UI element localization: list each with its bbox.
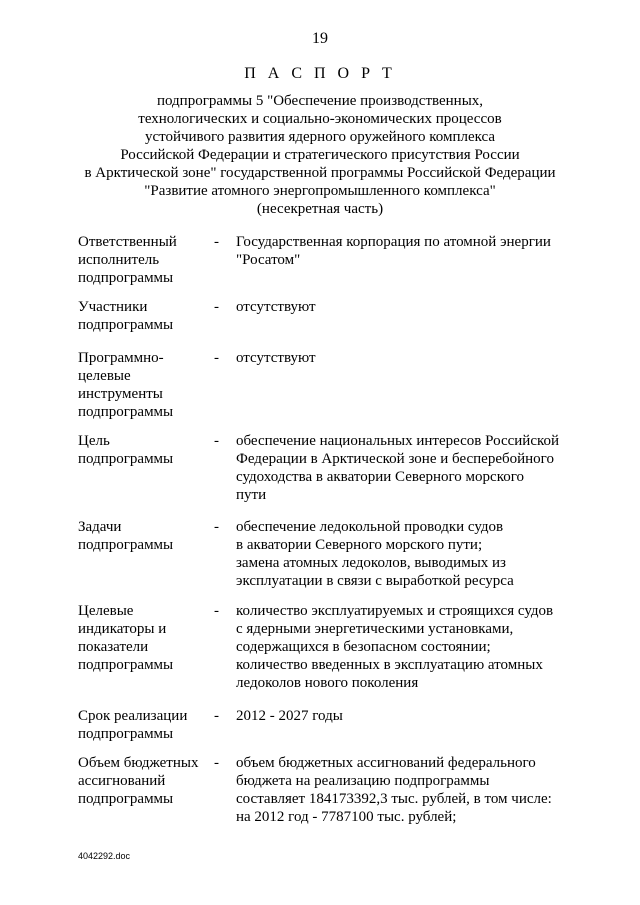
row-label	[78, 233, 208, 287]
label-line: подпрограммы	[78, 726, 174, 742]
label-line: целевые	[78, 368, 131, 384]
value-line: "Росатом"	[236, 252, 301, 268]
label-line: подпрограммы	[78, 451, 174, 467]
row-value	[236, 233, 576, 269]
subtitle-line: (несекретная часть)	[256, 201, 384, 217]
row-label	[78, 602, 208, 674]
label-line: Срок реализации	[78, 708, 188, 724]
label-line: подпрограммы	[78, 404, 174, 420]
value-line: бюджета на реализацию подпрограммы	[236, 773, 490, 789]
row-label	[78, 518, 208, 554]
row-label	[78, 298, 208, 334]
row-label	[78, 432, 208, 468]
row-value	[236, 432, 576, 504]
value-line: с ядерными энергетическими установками,	[236, 621, 514, 637]
page-number: 19	[312, 30, 328, 47]
label-line: Программно-	[78, 350, 164, 366]
value-line: обеспечение ледокольной проводки судов	[236, 519, 504, 535]
row-dash: -	[214, 350, 219, 366]
subtitle-line: в Арктической зоне" государственной программы Российской Федерации	[84, 165, 556, 181]
value-line: количество введенных в эксплуатацию атомных	[236, 657, 543, 673]
value-line: замена атомных ледоколов, выводимых из	[236, 555, 506, 571]
value-line: отсутствуют	[236, 299, 316, 315]
subtitle-line: "Развитие атомного энергопромышленного комплекса"	[144, 183, 496, 199]
row-dash: -	[214, 433, 219, 449]
label-line: индикаторы и	[78, 621, 167, 637]
value-line: отсутствуют	[236, 350, 316, 366]
document-subtitle	[60, 92, 580, 218]
subtitle-line: подпрограммы 5 "Обеспечение производственных,	[156, 93, 484, 109]
label-line: Ответственный	[78, 234, 177, 250]
label-line: исполнитель	[78, 252, 160, 268]
subtitle-line: устойчивого развития ядерного оружейного комплекса	[144, 129, 496, 145]
value-line: количество эксплуатируемых и строящихся судов	[236, 603, 554, 619]
label-line: подпрограммы	[78, 270, 174, 286]
value-line: 2012 - 2027 годы	[236, 708, 343, 724]
value-line: пути	[236, 487, 267, 503]
subtitle-line: Российской Федерации и стратегического присутствия России	[120, 147, 520, 163]
label-line: подпрограммы	[78, 317, 174, 333]
label-line: подпрограммы	[78, 791, 174, 807]
value-line: эксплуатации в связи с выработкой ресурса	[236, 573, 514, 589]
row-dash: -	[214, 299, 219, 315]
label-line: Целевые	[78, 603, 134, 619]
row-label	[78, 754, 208, 808]
document-filename: 4042292.doc	[78, 851, 131, 861]
document-title: П А С П О Р Т	[244, 65, 396, 82]
subtitle-line: технологических и социально-экономических процессов	[138, 111, 502, 127]
row-dash: -	[214, 755, 219, 771]
row-dash: -	[214, 519, 219, 535]
label-line: Цель	[78, 433, 110, 449]
row-label	[78, 707, 208, 743]
row-value	[236, 518, 576, 590]
label-line: подпрограммы	[78, 537, 174, 553]
row-value	[236, 754, 576, 826]
value-line: в акватории Северного морского пути;	[236, 537, 483, 553]
row-value	[236, 298, 576, 316]
row-value	[236, 707, 576, 725]
row-dash: -	[214, 603, 219, 619]
row-label	[78, 349, 208, 421]
value-line: судоходства в акватории Северного морского	[236, 469, 525, 485]
label-line: ассигнований	[78, 773, 166, 789]
value-line: составляет 184173392,3 тыс. рублей, в том числе:	[236, 791, 552, 807]
row-dash: -	[214, 708, 219, 724]
row-dash: -	[214, 234, 219, 250]
row-value	[236, 602, 576, 692]
value-line: объем бюджетных ассигнований федерального	[236, 755, 536, 771]
label-line: Участники	[78, 299, 148, 315]
value-line: Государственная корпорация по атомной энергии	[236, 234, 551, 250]
value-line: ледоколов нового поколения	[236, 675, 419, 691]
value-line: обеспечение национальных интересов Российской	[236, 433, 560, 449]
row-value	[236, 349, 576, 367]
label-line: показатели	[78, 639, 149, 655]
label-line: Объем бюджетных	[78, 755, 199, 771]
label-line: подпрограммы	[78, 657, 174, 673]
value-line: на 2012 год - 7787100 тыс. рублей;	[236, 809, 457, 825]
label-line: инструменты	[78, 386, 163, 402]
value-line: Федерации в Арктической зоне и бесперебойного	[236, 451, 554, 467]
label-line: Задачи	[78, 519, 122, 535]
value-line: содержащихся в безопасном состоянии;	[236, 639, 491, 655]
